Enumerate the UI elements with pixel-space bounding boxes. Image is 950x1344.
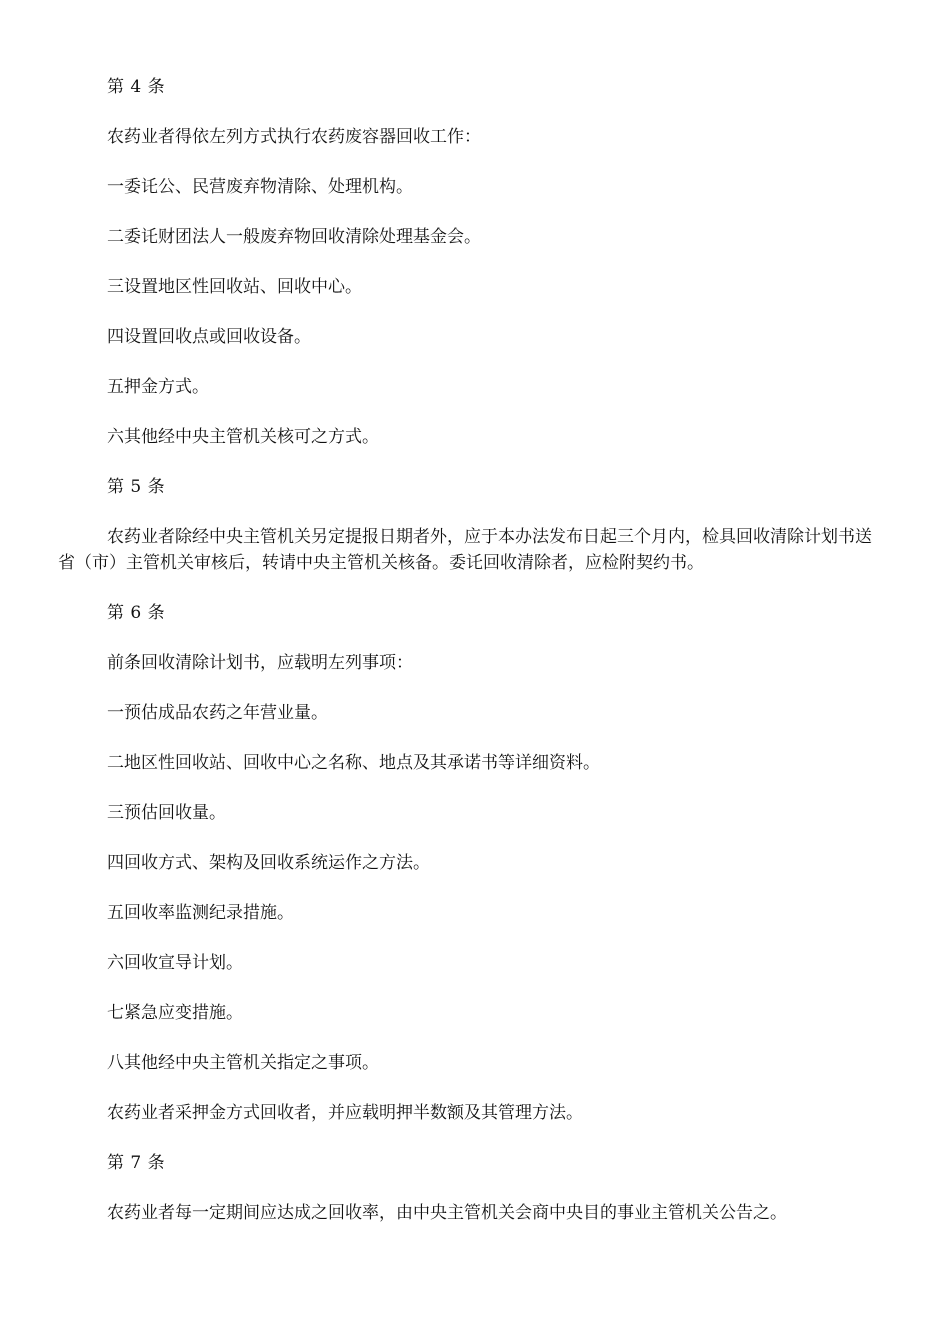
article-4-item-5: 五押金方式。 (107, 377, 209, 397)
article-4-item-4: 四设置回收点或回收设备。 (107, 327, 311, 347)
article-4-item-3: 三设置地区性回收站、回收中心。 (107, 277, 362, 297)
article-4-item-2: 二委讬财团法人一般废弃物回收清除处理基金会。 (107, 227, 481, 247)
article-6-item-6: 六回收宣导计划。 (107, 953, 243, 973)
article-6-item-4: 四回收方式、架构及回收系统运作之方法。 (107, 853, 430, 873)
article-6-item-5: 五回收率监测纪录措施。 (107, 903, 294, 923)
article-5-heading: 第 5 条 (107, 477, 166, 497)
article-5-body: 农药业者除经中央主管机关另定提报日期者外，应于本办法发布日起三个月内，检具回收清除计划书送省（市）主管机关审核后，转请中央主管机关核备。委讬回收清除者，应检附契约书。 (58, 527, 872, 573)
article-6-intro: 前条回收清除计划书，应载明左列事项： (107, 653, 413, 673)
article-6-item-1: 一预估成品农药之年营业量。 (107, 703, 328, 723)
article-4-item-6: 六其他经中央主管机关核可之方式。 (107, 427, 379, 447)
article-4-intro: 农药业者得依左列方式执行农药废容器回收工作： (107, 127, 481, 147)
article-6-item-3: 三预估回收量。 (107, 803, 226, 823)
article-6-item-8: 八其他经中央主管机关指定之事项。 (107, 1053, 379, 1073)
article-7-body: 农药业者每一定期间应达成之回收率，由中央主管机关会商中央目的事业主管机关公告之。 (107, 1203, 787, 1223)
article-6-item-2: 二地区性回收站、回收中心之名称、地点及其承诺书等详细资料。 (107, 753, 600, 773)
article-7-heading: 第 7 条 (107, 1153, 166, 1173)
document-body (58, 74, 878, 1250)
article-6-deposit-note: 农药业者采押金方式回收者，并应载明押半数额及其管理方法。 (107, 1103, 583, 1123)
article-4-heading: 第 4 条 (107, 77, 166, 97)
article-6-item-7: 七紧急应变措施。 (107, 1003, 243, 1023)
article-4-item-1: 一委讬公、民营废弃物清除、处理机构。 (107, 177, 413, 197)
article-6-heading: 第 6 条 (107, 603, 166, 623)
